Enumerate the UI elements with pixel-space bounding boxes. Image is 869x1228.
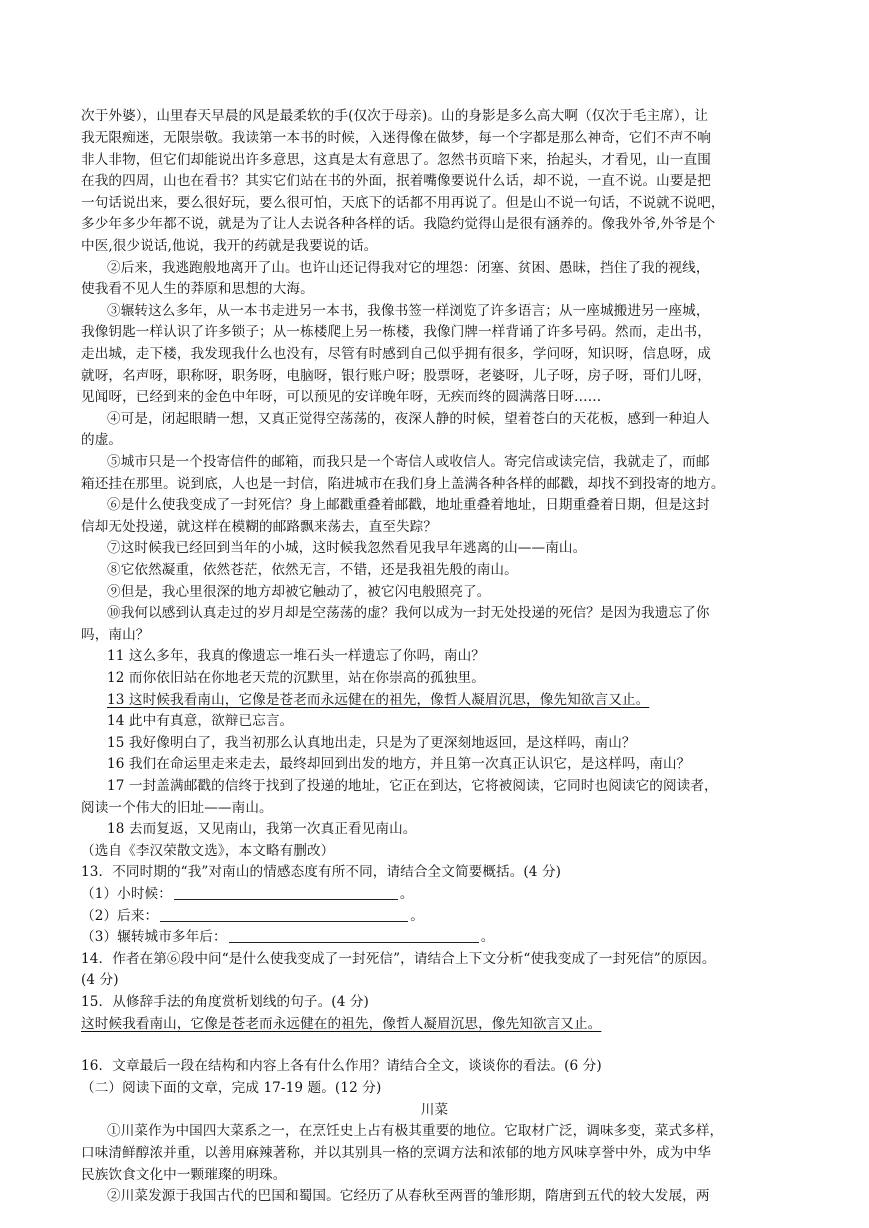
paragraph-16: 16 我们在命运里走来走去，最终却回到出发的地方，并且第一次真正认识它，是这样吗，南山？ (107, 756, 691, 772)
paragraph-line: 我无限痴迷，无限崇敬。我读第一本书的时候，入迷得像在做梦，每一个字都是那么神奇，它们不声不响 (81, 130, 711, 146)
question-13: 13．不同时期的“我”对南山的情感态度有所不同，请结合全文简要概括。(4 分) (81, 864, 562, 880)
question-13-2-label: （2）后来： (81, 908, 159, 924)
paragraph-13-wrap (107, 690, 791, 710)
paragraph-10-line: 吗，南山？ (81, 627, 150, 643)
paragraph-11: 11 这么多年，我真的像遗忘一堆石头一样遗忘了你吗，南山？ (107, 648, 485, 664)
paragraph-6-line: 信却无处投递，就这样在模糊的邮路飘来荡去，直至失踪？ (81, 519, 438, 535)
question-14: 14．作者在第⑥段中问“是什么使我变成了一封死信”，请结合上下文分析“使我变成了一封死信”的原因。 (81, 951, 716, 967)
question-16: 16．文章最后一段在结构和内容上各有什么作用？请结合全文，谈谈你的看法。(6 分) (81, 1058, 602, 1074)
paragraph-9: ⑨但是，我心里很深的地方却被它触动了，被它闪电般照亮了。 (107, 584, 491, 600)
paragraph-8: ⑧它依然凝重，依然苍茫，依然无言，不错，还是我祖先般的南山。 (107, 562, 518, 578)
paragraph-18: 18 去而复返，又见南山，我第一次真正看见南山。 (107, 821, 417, 837)
section-2-title: 川菜 (420, 1102, 449, 1118)
question-13-1-row (81, 884, 791, 904)
paragraph-4-line: ④可是，闭起眼睛一想，又真正觉得空荡荡的，夜深人静的时候，望着苍白的天花板，感到一种迫人 (107, 411, 710, 427)
paragraph-3-line: 走出城，走下楼，我发现我什么也没有，尽管有时感到自己似乎拥有很多，学问呀，知识呀，信息呀，成 (81, 346, 711, 362)
paragraph-line: 中医,很少说话,他说，我开的药就是我要说的话。 (81, 238, 378, 254)
paragraph-3-line: ③辗转这么多年，从一本书走进另一本书，我像书签一样浏览了许多语言；从一座城搬进另一座城， (107, 303, 710, 319)
answer-blank[interactable] (160, 907, 408, 922)
paragraph-5-line: 箱还挂在那里。说到底，人也是一封信，陷进城市在我们身上盖满各种各样的邮戳，却找不到投寄的地方。 (81, 476, 725, 492)
paragraph-2-line: 使我看不见人生的莽原和思想的大海。 (81, 281, 314, 297)
paragraph-3-line: 就呀，名声呀，职称呀，职务呀，电脑呀，银行账户呀；股票呀，老婆呀，儿子呀，房子呀，哥们儿呀， (81, 368, 711, 384)
period: 。 (399, 886, 414, 902)
question-13-1-label: （1）小时候： (81, 886, 172, 902)
answer-blank[interactable] (229, 928, 479, 943)
paragraph-2-line: ②后来，我逃跑般地离开了山。也许山还记得我对它的埋怨：闭塞、贫困、愚昧，挡住了我的视线， (107, 260, 710, 276)
paragraph-3-line: 我像钥匙一样认识了许多锁子；从一栋楼爬上另一栋楼，我像门牌一样背诵了许多号码。然而，走出书， (81, 324, 711, 340)
question-13-3-row (81, 927, 791, 947)
paragraph-17-line: 17 一封盖满邮戳的信终于找到了投递的地址，它正在到达，它将被阅读，它同时也阅读它的阅读者， (107, 778, 718, 794)
paragraph-15: 15 我好像明白了，我当初那么认真地出走，只是为了更深刻地返回，是这样吗，南山？ (107, 735, 636, 751)
question-15: 15．从修辞手法的角度赏析划线的句子。(4 分) (81, 994, 369, 1010)
paragraph-line: 在我的四周，山也在看书？其实它们站在书的外面，抿着嘴像要说什么话，却不说，一直不说。山要是把 (81, 173, 711, 189)
paragraph-line: 一句话说出来，要么很好玩，要么很可怕，天底下的话都不用再说了。但是山不说一句话，不说就不说吧， (81, 195, 725, 211)
paragraph-4-line: 的虚。 (81, 432, 123, 448)
paragraph-7: ⑦这时候我已经回到当年的小城，这时候我忽然看见我早年逃离的山——南山。 (107, 540, 587, 556)
paragraph-10-line: ⑩我何以感到认真走过的岁月却是空荡荡的虚？我何以成为一封无处投递的死信？是因为我遗忘了你 (107, 605, 710, 621)
paragraph-14: 14 此中有真意，欲辩已忘言。 (107, 713, 294, 729)
paragraph-6-line: ⑥是什么使我变成了一封死信？身上邮戳重叠着邮戳，地址重叠着地址，日期重叠着日期，但是这封 (107, 497, 710, 513)
source-note: （选自《李汉荣散文选》，本文略有删改） (81, 843, 335, 859)
question-15-quote: 这时候我看南山，它像是苍老而永远健在的祖先，像哲人凝眉沉思，像先知欲言又止。 (81, 1016, 602, 1032)
section-2-paragraph-1-line: 民族饮食文化中一颗璀璨的明珠。 (81, 1167, 287, 1183)
section-2-paragraph-1-line: ①川菜作为中国四大菜系之一，在烹饪史上占有极其重要的地位。它取材广泛，调味多变，菜式多样， (107, 1123, 724, 1139)
question-14-score: (4 分) (81, 972, 119, 988)
section-2-paragraph-1-line: 口味清鲜醇浓并重，以善用麻辣著称，并以其别具一格的烹调方法和浓郁的地方风味享誉中外，成为中华 (81, 1145, 711, 1161)
paragraph-5-line: ⑤城市只是一个投寄信件的邮箱，而我只是一个寄信人或收信人。寄完信或读完信，我就走了，而邮 (107, 454, 710, 470)
answer-blank[interactable] (174, 885, 398, 900)
section-2-paragraph-2-line: ②川菜发源于我国古代的巴国和蜀国。它经历了从春秋至两晋的雏形期，隋唐到五代的较大发展，两 (107, 1188, 710, 1204)
period: 。 (480, 929, 495, 945)
paragraph-line: 次于外婆），山里春天早晨的风是最柔软的手(仅次于母亲)。山的身影是多么高大啊（仅次于毛主席），让 (81, 108, 709, 124)
paragraph-line: 多少年多少年都不说，就是为了让人去说各种各样的话。我隐约觉得山是很有涵养的。像我外爷,外爷是个 (81, 216, 716, 232)
paragraph-3-line: 见闻呀，已经到来的金色中年呀，可以预见的安详晚年呀，无疾而终的圆满落日呀…… (81, 389, 602, 405)
paragraph-17-line: 阅读一个伟大的旧址——南山。 (81, 800, 273, 816)
question-13-2-row (81, 906, 791, 926)
paragraph-line: 非人非物，但它们却能说出许多意思，这真是太有意思了。忽然书页暗下来，抬起头，才看见，山一直围 (81, 152, 711, 168)
paragraph-13-underlined: 13 这时候我看南山，它像是苍老而永远健在的祖先，像哲人凝眉沉思，像先知欲言又止。 (107, 692, 650, 708)
question-13-3-label: （3）辗转城市多年后： (81, 929, 227, 945)
question-15-quote-wrap (81, 1014, 791, 1034)
period: 。 (410, 908, 424, 924)
section-2-heading: （二）阅读下面的文章，完成 17-19 题。(12 分) (81, 1080, 382, 1096)
paragraph-12: 12 而你依旧站在你地老天荒的沉默里，站在你崇高的孤独里。 (107, 670, 485, 686)
